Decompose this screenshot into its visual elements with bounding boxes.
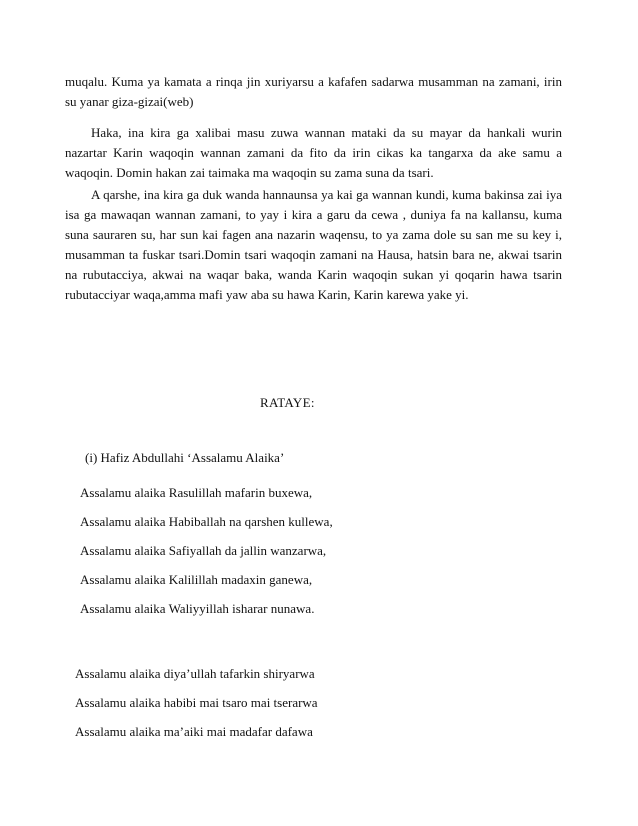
poem-line: Assalamu alaika habibi mai tsaro mai tserarwa: [75, 695, 318, 710]
poem-line: Assalamu alaika Waliyyillah isharar nunawa.: [80, 601, 315, 616]
poem-stanza-1: [80, 478, 333, 623]
paragraph-2: Haka, ina kira ga xalibai masu zuwa wannan mataki da su mayar da hankali wurin nazartar Karin waqoqin wannan zamani da fito da irin cikas ka tangarxa da ake samu a waqoqin. Domin hakan zai taimaka ma waqoqin su zama suna da tsari.: [65, 125, 562, 180]
paragraph-3: A qarshe, ina kira ga duk wanda hannaunsa ya kai ga wannan kundi, kuma bakinsa zai iya isa ga mawaqan wannan zamani, to yay i kira a garu da cewa , duniya fa na kallansu, kuma suna sauraren su, har sun kai fagen ana nazarin waqensu, to ya zama dole su san me su key i, musamman ta fuskar tsari.Domin tsari waqoqin zamani na Hausa, hatsin bara ne, akwai tsarin na rubutacciya, akwai na waqar baka, wanda Karin waqoqin sukan yi qoqarin hawa tsarin rubutacciyar waqa,amma mafi yaw aba su hawa Karin, Karin karewa yake yi.: [65, 187, 562, 302]
poem-line: Assalamu alaika Kalilillah madaxin ganewa,: [80, 572, 313, 587]
poem-line: Assalamu alaika Rasulillah mafarin buxewa,: [80, 485, 313, 500]
poem-line: Assalamu alaika diya’ullah tafarkin shiryarwa: [75, 666, 315, 681]
paragraph-1: muqalu. Kuma ya kamata a rinqa jin xuriyarsu a kafafen sadarwa musamman na zamani, irin su yanar giza-gizai(web): [65, 74, 562, 109]
poem-line: Assalamu alaika Safiyallah da jallin wanzarwa,: [80, 543, 327, 558]
poem-line: Assalamu alaika ma’aiki mai madafar dafawa: [75, 724, 313, 739]
poem-stanza-2: [75, 659, 318, 746]
poem-title: (i) Hafiz Abdullahi ‘Assalamu Alaika’: [85, 450, 285, 465]
appendix-heading: RATAYE:: [260, 395, 315, 410]
poem-line: Assalamu alaika Habiballah na qarshen kullewa,: [80, 514, 333, 529]
